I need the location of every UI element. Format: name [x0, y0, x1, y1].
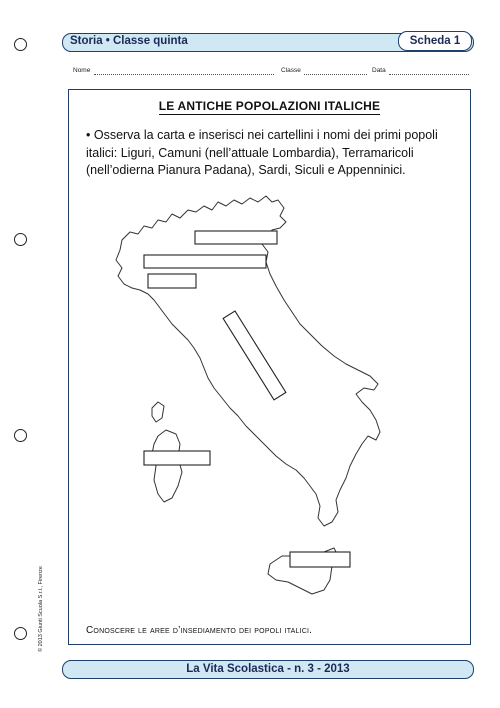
binder-hole-2: [14, 233, 27, 246]
class-label: Classe: [281, 67, 301, 74]
class-field[interactable]: [304, 74, 367, 75]
sardinia-outline: [152, 430, 182, 502]
instruction-text: • Osserva la carta e inserisci nei cartellini i nomi dei primi popoli italici: Liguri, Camuni (nell’attuale Lombardia), Terramaricoli (nell’odierna Pianura Padana), Sardi, Siculi e Appenninici.: [86, 128, 438, 177]
goal-note: Conoscere le aree d’insediamento dei popoli italici.: [86, 625, 313, 636]
italy-map: [100, 188, 400, 618]
name-field[interactable]: [94, 74, 274, 75]
subject-label: Storia • Classe quinta: [70, 35, 188, 47]
date-label: Data: [372, 67, 386, 74]
sheet-number: Scheda 1: [398, 31, 472, 51]
date-field[interactable]: [389, 74, 469, 75]
binder-hole-4: [14, 627, 27, 640]
label-box-5[interactable]: [290, 552, 350, 567]
label-box-4[interactable]: [144, 451, 210, 465]
label-box-2[interactable]: [144, 255, 266, 268]
corsica-outline: [152, 402, 164, 422]
name-label: Nome: [73, 67, 91, 74]
binder-hole-3: [14, 429, 27, 442]
label-box-1[interactable]: [195, 231, 277, 244]
copyright-notice: © 2013 Giunti Scuola S.r.l., Firenze: [38, 566, 44, 652]
worksheet-title: [68, 99, 471, 113]
binder-hole-1: [14, 38, 27, 51]
label-box-3[interactable]: [148, 274, 196, 288]
publication-footer: La Vita Scolastica - n. 3 - 2013: [62, 660, 474, 679]
title-text: LE ANTICHE POPOLAZIONI ITALICHE: [158, 99, 381, 113]
